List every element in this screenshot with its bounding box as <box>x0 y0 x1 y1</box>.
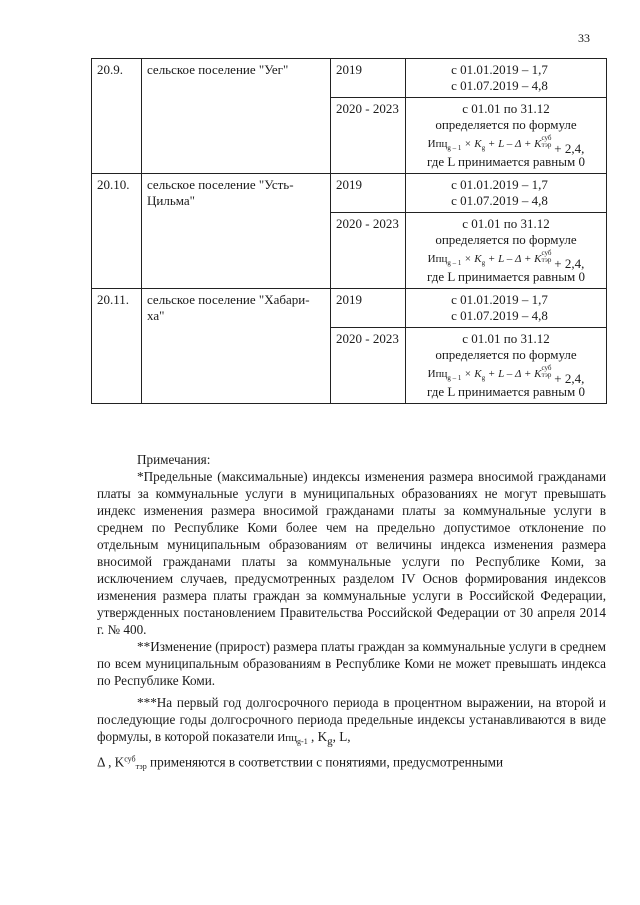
index-values <box>406 213 607 289</box>
formula-sub: g <box>481 259 486 267</box>
page-number: 33 <box>578 31 590 45</box>
index-note: где L принимается равным 0 <box>427 154 585 169</box>
formula-times: × K <box>461 138 482 150</box>
formula-sub: g – 1 <box>447 259 462 267</box>
index-values <box>406 289 607 328</box>
period-cell: 2020 - 2023 <box>331 328 406 404</box>
index-value-line: с 01.01 по 31.12 <box>462 331 550 346</box>
formula-mid: + L – Δ + K <box>485 138 542 150</box>
index-value-line: определяется по формуле <box>435 117 577 132</box>
index-values <box>406 328 607 404</box>
formula-lead: Ипц <box>427 253 448 265</box>
formula <box>411 250 601 271</box>
table-row <box>92 174 607 213</box>
index-value-line: с 01.01 по 31.12 <box>462 216 550 231</box>
formula-times: × K <box>461 253 482 265</box>
row-number: 20.9. <box>92 59 142 174</box>
settlement-name: сельское поселение "Хабари-ха" <box>142 289 331 404</box>
index-value-line: с 01.01.2019 – 1,7 <box>451 62 548 77</box>
delta-symbol: Δ <box>97 754 105 770</box>
period-cell: 2019 <box>331 289 406 328</box>
note-1: *Предельные (максимальные) индексы изменения размера вносимой гражданами платы за коммунальные услуги в муниципальных образованиях не могут превышать индекс изменения размера вносимой гражданами платы за коммунальные услуги в среднем по Республике Коми более чем на предельно допустимое отклонение по отдельным муниципальным образованиям от величины индекса изменения размера вносимой гражданами платы за коммунальные услуги по Республике Коми, за исключением случаев, предусмотренных разделом IV Основ формирования индексов изменения размера платы граждан за коммунальные услуги в Российской Федерации, утвержденных постановлением Правительства Российской Федерации от 30 апреля 2014 г. № 400. <box>97 469 606 637</box>
index-note: где L принимается равным 0 <box>427 269 585 284</box>
row-number: 20.10. <box>92 174 142 289</box>
index-value-line: с 01.01.2019 – 1,7 <box>451 177 548 192</box>
table-row <box>92 289 607 328</box>
formula-sup: суб <box>541 364 552 372</box>
note-2: **Изменение (прирост) размера платы граждан за коммунальные услуги в среднем по всем муниципальным образованиям в Республике Коми не может превышать индекса по Республике Коми. <box>97 639 606 688</box>
formula-mid: + L – Δ + K <box>485 368 542 380</box>
formula-lead: Ипц <box>427 138 448 150</box>
formula-mid: + L – Δ + K <box>485 253 542 265</box>
index-value-line: с 01.07.2019 – 4,8 <box>451 78 548 93</box>
index-value-line: с 01.07.2019 – 4,8 <box>451 308 548 323</box>
period-cell: 2019 <box>331 59 406 98</box>
formula-sub: тэр <box>541 256 552 264</box>
period-cell: 2019 <box>331 174 406 213</box>
index-values <box>406 98 607 174</box>
formula-sub: тэр <box>541 141 552 149</box>
formula <box>411 365 601 386</box>
index-values <box>406 59 607 98</box>
period-cell: 2020 - 2023 <box>331 213 406 289</box>
formula-sup: суб <box>541 134 552 142</box>
formula-sub: g <box>481 374 486 382</box>
settlement-name: сельское поселение "Уег" <box>142 59 331 174</box>
formula <box>411 135 601 156</box>
index-value-line: с 01.07.2019 – 4,8 <box>451 193 548 208</box>
settlement-name: сельское поселение "Усть-Цильма" <box>142 174 331 289</box>
note-3: ***На первый год долгосрочного периода в процентном выражении, на второй и последующие годы долгосрочного периода предельные индексы устанавливаются в виде формулы, в которой показатели Ипц$_{g-1}$ , $K_g$, L, Δ , $K^{суб}_{тэр}$ применяются в соответствии с понятиями, предусмотренными <box>97 695 606 772</box>
notes-section <box>97 451 606 775</box>
formula-tail: + 2,4, <box>554 256 585 271</box>
formula-times: × K <box>461 368 482 380</box>
index-value-line: с 01.01 по 31.12 <box>462 101 550 116</box>
table-row <box>92 59 607 98</box>
period-cell: 2020 - 2023 <box>331 98 406 174</box>
index-values <box>406 174 607 213</box>
formula-sub: g <box>481 144 486 152</box>
formula-tail: + 2,4, <box>554 371 585 386</box>
notes-title: Примечания: <box>137 452 211 467</box>
index-value-line: с 01.01.2019 – 1,7 <box>451 292 548 307</box>
row-number: 20.11. <box>92 289 142 404</box>
index-value-line: определяется по формуле <box>435 347 577 362</box>
index-value-line: определяется по формуле <box>435 232 577 247</box>
formula-lead: Ипц <box>427 368 448 380</box>
formula-tail: + 2,4, <box>554 141 585 156</box>
formula-sub: g – 1 <box>447 144 462 152</box>
formula-sub: g – 1 <box>447 374 462 382</box>
formula-sup: суб <box>541 249 552 257</box>
index-table <box>91 58 607 404</box>
formula-sub: тэр <box>541 371 552 379</box>
index-note: где L принимается равным 0 <box>427 384 585 399</box>
